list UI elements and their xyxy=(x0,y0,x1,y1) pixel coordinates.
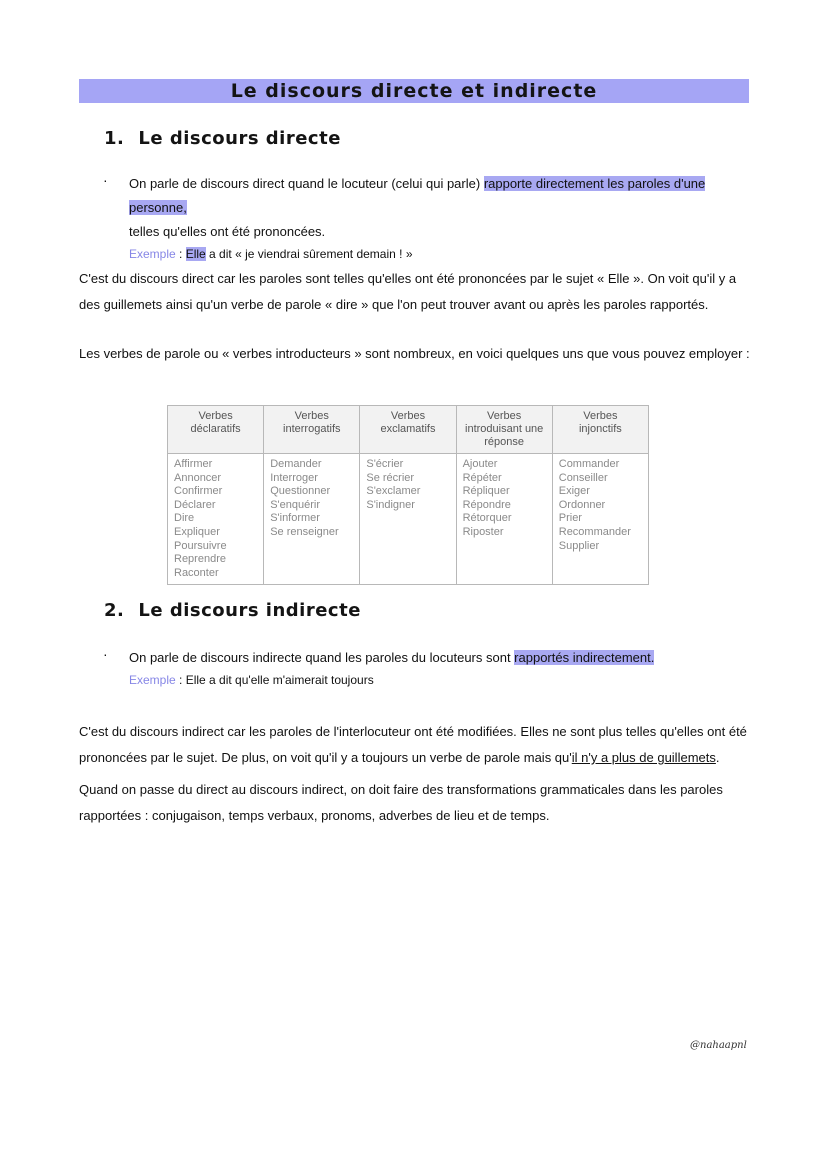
title-bar xyxy=(79,79,749,103)
section-1-bullet xyxy=(103,172,743,264)
section-1-example xyxy=(129,244,743,264)
bullet-text-after: telles qu'elles ont été prononcées. xyxy=(129,224,326,239)
example-highlight: Elle xyxy=(185,247,206,261)
section-2-title: Le discours indirecte xyxy=(138,600,361,621)
section-1-bullet-text xyxy=(129,172,743,244)
example-separator: : xyxy=(175,247,186,261)
section-1-heading xyxy=(104,128,341,149)
table-cell-reponse: Ajouter Répéter Répliquer Répondre Rétorquer Riposter xyxy=(456,454,552,585)
table-row xyxy=(168,454,649,585)
example-rest: : Elle a dit qu'elle m'aimerait toujours xyxy=(175,673,374,687)
bullet-text-plain: On parle de discours direct quand le locuteur (celui qui parle) xyxy=(129,176,484,191)
underlined-text: il n'y a plus de guillemets xyxy=(571,750,716,765)
bullet-text-plain: On parle de discours indirecte quand les paroles du locuteurs sont xyxy=(129,650,515,665)
section-1-title: Le discours directe xyxy=(138,128,341,149)
section-1-paragraph-2: Les verbes de parole ou « verbes introducteurs » sont nombreux, en voici quelques uns que vous pouvez employer : xyxy=(79,346,750,361)
table-header-injonctifs: Verbes injonctifs xyxy=(552,406,648,454)
example-label: Exemple xyxy=(129,673,176,687)
bullet-text-highlight: rapporte directement les paroles d'une personne, xyxy=(129,176,706,215)
table-header-row xyxy=(168,406,649,454)
section-1-number: 1. xyxy=(104,128,125,149)
table-header-declaratifs: Verbes déclaratifs xyxy=(168,406,264,454)
example-rest: a dit « je viendrai sûrement demain ! » xyxy=(205,247,413,261)
section-2-paragraph-1: C'est du discours indirect car les paroles de l'interlocuteur ont été modifiées. Elles ne sont plus telles qu'elles ont été prononcées par le sujet. De plus, on voit qu'il y a toujours un verbe de parole mais qu'il n'y a plus de guillemets. xyxy=(79,724,747,765)
table-cell-declaratifs: Affirmer Annoncer Confirmer Déclarer Dire Expliquer Poursuivre Reprendre Raconter xyxy=(168,454,264,585)
bullet-text-highlight: rapportés indirectement. xyxy=(514,650,655,665)
author-credit: @nahaapnl xyxy=(690,1040,747,1051)
section-2-example xyxy=(129,670,743,690)
section-2-heading xyxy=(104,600,361,621)
example-label: Exemple xyxy=(129,247,176,261)
bullet-dot-icon: · xyxy=(103,172,108,188)
table-header-reponse: Verbes introduisant une réponse xyxy=(456,406,552,454)
table-cell-injonctifs: Commander Conseiller Exiger Ordonner Prier Recommander Supplier xyxy=(552,454,648,585)
bullet-dot-icon: · xyxy=(103,646,108,662)
section-2-bullet xyxy=(103,646,743,690)
table-cell-interrogatifs: Demander Interroger Questionner S'enquérir S'informer Se renseigner xyxy=(264,454,360,585)
page-title: Le discours directe et indirecte xyxy=(230,80,598,102)
section-2-paragraph-2: Quand on passe du direct au discours indirect, on doit faire des transformations grammaticales dans les paroles rapportées : conjugaison, temps verbaux, pronoms, adverbes de lieu et de temps. xyxy=(79,782,723,823)
section-2-number: 2. xyxy=(104,600,125,621)
table-header-interrogatifs: Verbes interrogatifs xyxy=(264,406,360,454)
verbs-table xyxy=(167,405,649,585)
table-cell-exclamatifs: S'écrier Se récrier S'exclamer S'indigner xyxy=(360,454,456,585)
section-1-paragraph-1: C'est du discours direct car les paroles sont telles qu'elles ont été prononcées par le sujet « Elle ». On voit qu'il y a des guillemets ainsi qu'un verbe de parole « dire » que l'on peut trouver avant ou après les paroles rapportés. xyxy=(79,271,737,312)
section-2-bullet-text xyxy=(129,646,743,670)
table-header-exclamatifs: Verbes exclamatifs xyxy=(360,406,456,454)
